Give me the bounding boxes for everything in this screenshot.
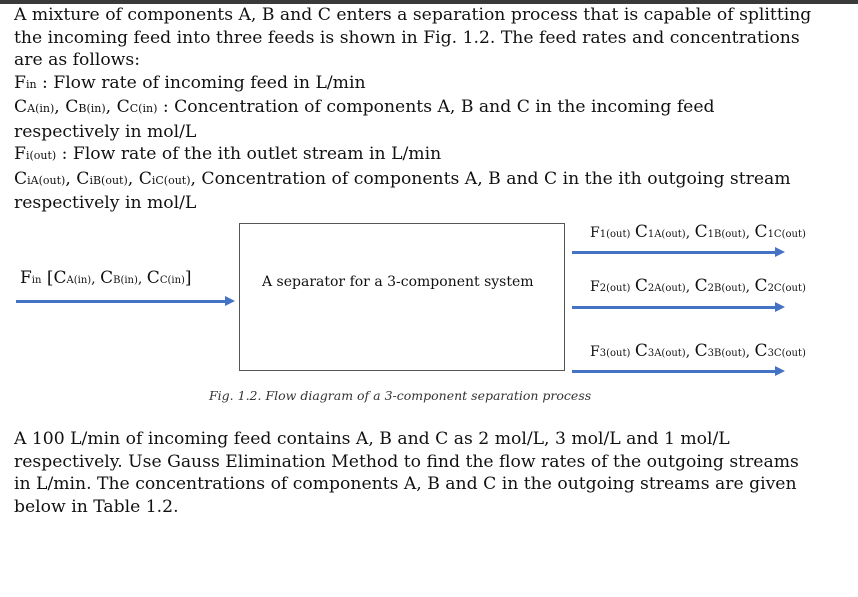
outlet-1-conc-c-symbol: C bbox=[754, 222, 768, 242]
inlet-label bbox=[20, 268, 192, 288]
inlet-separator: , bbox=[137, 271, 147, 287]
fin-symbol: F bbox=[14, 72, 26, 93]
inlet-bracket-open: [ bbox=[41, 268, 54, 288]
outlet-1-conc-b-symbol: C bbox=[694, 222, 708, 242]
conc-out-subscript: iC(out) bbox=[151, 173, 191, 187]
outlet-separator: , bbox=[745, 225, 755, 241]
inlet-flow-symbol: F bbox=[20, 268, 32, 288]
problem-paragraph bbox=[14, 428, 844, 518]
outlet-3-conc-c-symbol: C bbox=[754, 341, 768, 361]
outlet-2-label bbox=[590, 276, 806, 296]
outlet-2-conc-a-symbol: C bbox=[634, 276, 648, 296]
outlet-1-conc-a-symbol: C bbox=[634, 222, 648, 242]
conc-in-subscript: B(in) bbox=[78, 102, 106, 115]
conc-in-separator: , bbox=[54, 97, 66, 117]
outlet-1-conc-c-subscript: 1C(out) bbox=[767, 229, 806, 240]
fin-subscript: in bbox=[25, 77, 37, 91]
conc-in-separator: , bbox=[105, 97, 117, 117]
inlet-arrow bbox=[16, 300, 226, 303]
outlet-3-conc-c-subscript: 3C(out) bbox=[767, 348, 806, 359]
outlet-1-flow-symbol: F bbox=[590, 225, 600, 241]
conc-in-symbol: C bbox=[14, 97, 28, 117]
intro-paragraph bbox=[14, 4, 844, 215]
intro-line-1: A mixture of components A, B and C enters a separation process that is capable of splitting bbox=[14, 5, 812, 25]
flow-diagram bbox=[0, 218, 858, 388]
conc-in-text: : Concentration of components A, B and C in the incoming feed bbox=[157, 97, 715, 117]
outlet-1-flow-subscript: 1(out) bbox=[599, 229, 631, 240]
separator-label: A separator for a 3-component system bbox=[262, 274, 534, 290]
outlet-3-label bbox=[590, 341, 806, 361]
outlet-3-arrow bbox=[572, 370, 776, 373]
inlet-conc-a-symbol: C bbox=[53, 268, 67, 288]
outlet-separator: , bbox=[745, 344, 755, 360]
definition-conc-out bbox=[14, 168, 844, 193]
problem-line-4: below in Table 1.2. bbox=[14, 496, 179, 517]
conc-out-separator: , bbox=[65, 168, 77, 189]
outlet-2-flow-symbol: F bbox=[590, 279, 600, 295]
inlet-conc-c-symbol: C bbox=[146, 268, 160, 288]
outlet-2-conc-a-subscript: 2A(out) bbox=[647, 283, 686, 294]
intro-line-3: are as follows: bbox=[14, 50, 141, 70]
outlet-2-flow-subscript: 2(out) bbox=[599, 283, 631, 294]
problem-line-2: respectively. Use Gauss Elimination Method to find the flow rates of the outgoing streams bbox=[14, 451, 799, 472]
intro-line-2: the incoming feed into three feeds is shown in Fig. 1.2. The feed rates and concentrations bbox=[14, 27, 800, 48]
definition-fi bbox=[14, 143, 844, 168]
definition-conc-in bbox=[14, 96, 844, 121]
conc-out-text: , Concentration of components A, B and C in the ith outgoing stream bbox=[190, 168, 791, 189]
outlet-2-conc-c-symbol: C bbox=[754, 276, 768, 296]
figure-caption: Fig. 1.2. Flow diagram of a 3-component separation process bbox=[209, 388, 592, 403]
conc-in-symbol: C bbox=[65, 97, 79, 117]
definition-conc-out-cont: respectively in mol/L bbox=[14, 193, 197, 213]
fi-text: : Flow rate of the ith outlet stream in L/min bbox=[56, 144, 442, 164]
conc-in-subscript: A(in) bbox=[27, 102, 55, 115]
definition-conc-in-cont: respectively in mol/L bbox=[14, 121, 197, 142]
outlet-2-conc-b-subscript: 2B(out) bbox=[707, 283, 746, 294]
inlet-conc-c-subscript: C(in) bbox=[159, 275, 185, 286]
outlet-3-flow-symbol: F bbox=[590, 344, 600, 360]
inlet-separator: , bbox=[91, 271, 101, 287]
outlet-3-flow-subscript: 3(out) bbox=[599, 348, 631, 359]
outlet-2-conc-b-symbol: C bbox=[694, 276, 708, 296]
conc-out-symbol: C bbox=[76, 168, 90, 189]
outlet-3-conc-a-subscript: 3A(out) bbox=[647, 348, 686, 359]
outlet-2-arrow bbox=[572, 306, 776, 309]
conc-out-symbol: C bbox=[138, 168, 152, 189]
outlet-3-conc-a-symbol: C bbox=[634, 341, 648, 361]
separator-box bbox=[239, 223, 565, 371]
inlet-bracket-close: ] bbox=[184, 268, 192, 288]
outlet-separator: , bbox=[745, 279, 755, 295]
inlet-conc-b-symbol: C bbox=[100, 268, 114, 288]
outlet-1-label bbox=[590, 222, 806, 242]
outlet-1-conc-a-subscript: 1A(out) bbox=[647, 229, 686, 240]
problem-line-3: in L/min. The concentrations of components A, B and C in the outgoing streams are given bbox=[14, 474, 797, 494]
conc-out-symbol: C bbox=[14, 168, 28, 189]
outlet-1-arrow bbox=[572, 251, 776, 254]
definition-fin bbox=[14, 72, 844, 97]
conc-out-subscript: iA(out) bbox=[27, 173, 66, 187]
fi-symbol: F bbox=[14, 144, 26, 164]
outlet-separator: , bbox=[685, 344, 695, 360]
outlet-3-conc-b-subscript: 3B(out) bbox=[707, 348, 746, 359]
inlet-flow-subscript: in bbox=[31, 275, 42, 286]
outlet-3-conc-b-symbol: C bbox=[694, 341, 708, 361]
conc-out-subscript: iB(out) bbox=[89, 173, 128, 187]
outlet-separator: , bbox=[685, 225, 695, 241]
outlet-2-conc-c-subscript: 2C(out) bbox=[767, 283, 806, 294]
inlet-conc-b-subscript: B(in) bbox=[113, 275, 138, 286]
outlet-1-conc-b-subscript: 1B(out) bbox=[707, 229, 746, 240]
conc-in-symbol: C bbox=[116, 97, 130, 117]
conc-in-subscript: C(in) bbox=[129, 102, 158, 115]
conc-out-separator: , bbox=[127, 168, 139, 189]
outlet-separator: , bbox=[685, 279, 695, 295]
fin-text: : Flow rate of incoming feed in L/min bbox=[36, 72, 366, 93]
inlet-conc-a-subscript: A(in) bbox=[66, 275, 92, 286]
problem-line-1: A 100 L/min of incoming feed contains A, B and C as 2 mol/L, 3 mol/L and 1 mol/L bbox=[14, 429, 730, 449]
fi-subscript: i(out) bbox=[25, 149, 57, 162]
